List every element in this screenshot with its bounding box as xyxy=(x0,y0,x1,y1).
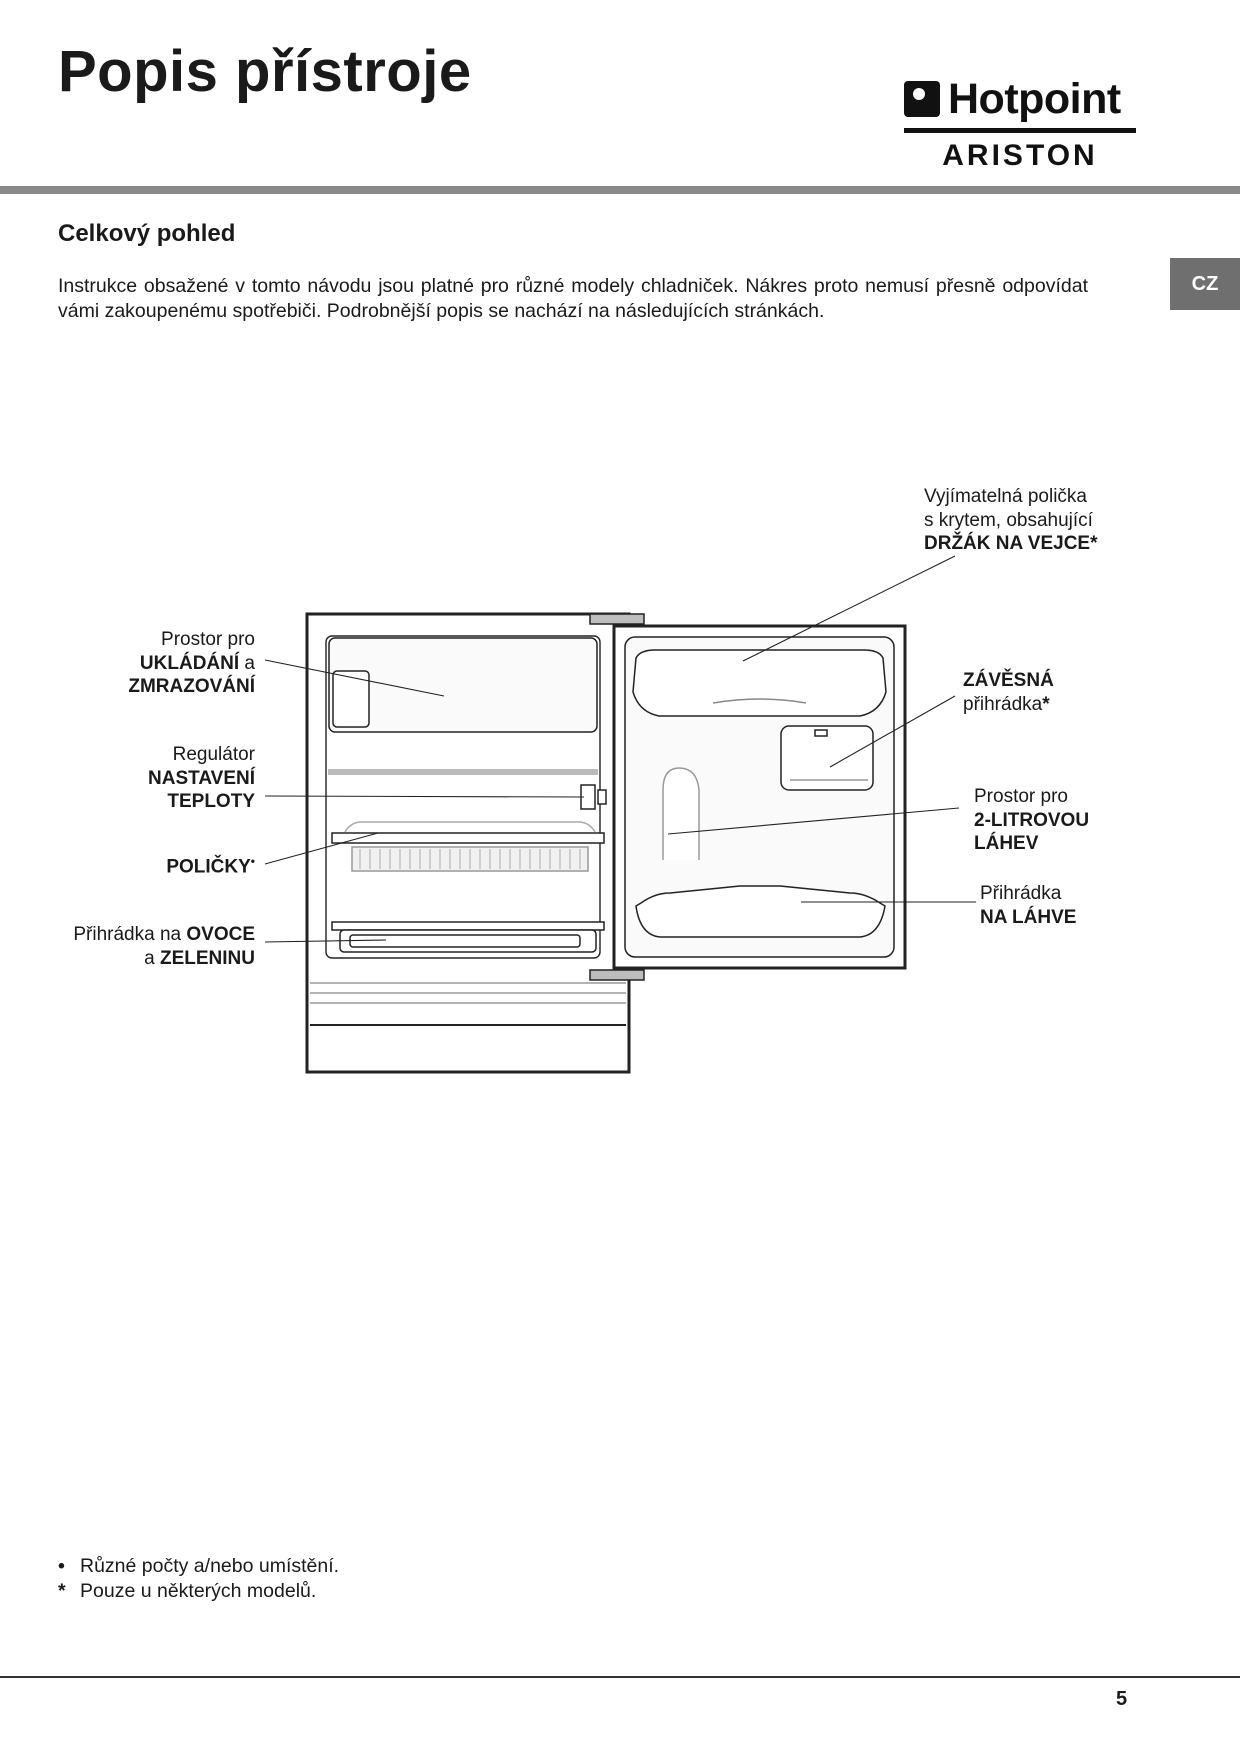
crisper-drawer xyxy=(340,930,596,952)
logo-sub-text: ARISTON xyxy=(942,139,1098,172)
label-hanging-box: ZÁVĚSNÁ přihrádka* xyxy=(963,670,1054,715)
page-title: Popis přístroje xyxy=(58,39,472,104)
crisper-cover xyxy=(332,922,604,930)
label-bottle-space: Prostor pro 2-LITROVOU LÁHEV xyxy=(974,786,1090,854)
label-crisper: Přihrádka na OVOCE a ZELENINU xyxy=(73,924,255,969)
footnotes xyxy=(58,1554,339,1604)
intro-paragraph: Instrukce obsažené v tomto návodu jsou platné pro různé modely chladniček. Nákres proto nemusí přesně odpovídat vámi zakoupenému spotřebiči. Podrobnější popis se nachází na následujících stránkách. xyxy=(58,275,1088,322)
leader-thermostat xyxy=(265,796,584,797)
logo-brand-text: Hotpoint xyxy=(948,74,1121,123)
page-number: 5 xyxy=(1116,1688,1128,1710)
label-freezer: Prostor pro UKLÁDÁNÍ a ZMRAZOVÁNÍ xyxy=(128,629,255,697)
label-shelves: POLIČKY• xyxy=(166,854,255,878)
label-bottle-rack: Přihrádka NA LÁHVE xyxy=(980,883,1077,928)
bottle-space xyxy=(663,768,699,860)
bottle-rack xyxy=(636,886,885,937)
upper-hinge xyxy=(590,614,644,624)
egg-shelf xyxy=(633,650,886,716)
lower-hinge xyxy=(590,970,644,980)
section-heading: Celkový pohled xyxy=(58,220,236,247)
language-tab: CZ xyxy=(1170,258,1240,310)
footnote-item: • Různé počty a/nebo umístění. xyxy=(58,1555,340,1577)
label-egg-shelf: Vyjímatelná polička s krytem, obsahující DRŽÁK NA VEJCE* xyxy=(924,486,1098,554)
footnote-item: * Pouze u některých modelů. xyxy=(58,1580,317,1602)
footer-divider xyxy=(0,1676,1240,1678)
label-thermostat: Regulátor NASTAVENÍ TEPLOTY xyxy=(148,744,255,812)
